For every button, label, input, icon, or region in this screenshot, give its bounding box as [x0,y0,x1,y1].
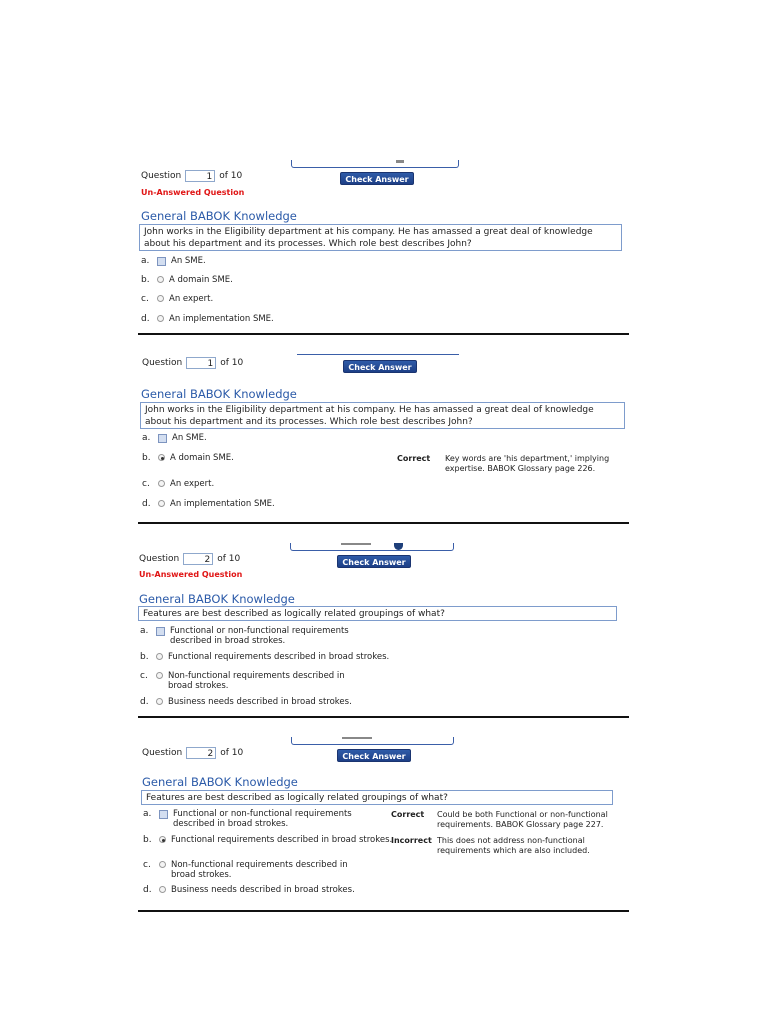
option-text: An implementation SME. [170,499,275,509]
option-a[interactable] [140,626,390,646]
option-letter: c. [141,294,149,304]
question-text: Features are best described as logically related groupings of what? [141,790,613,805]
option-letter: a. [142,433,151,443]
option-c[interactable] [143,860,371,880]
check-answer-button[interactable]: Check Answer [337,749,411,762]
option-text: Business needs described in broad strokes. [168,697,352,707]
option-text: An implementation SME. [169,314,274,324]
option-d[interactable] [143,885,355,895]
section-heading: General BABOK Knowledge [139,592,295,606]
option-c[interactable] [142,479,214,489]
option-text: Business needs described in broad strokes. [171,885,355,895]
panel-top-rule [297,354,459,355]
question-label: Question [142,358,183,368]
option-a[interactable] [141,256,206,266]
radio-icon[interactable] [158,480,165,487]
option-text: Non-functional requirements described in broad strokes. [168,671,345,691]
section-heading: General BABOK Knowledge [142,775,298,789]
option-text: An SME. [172,433,207,443]
option-letter: d. [140,697,149,707]
radio-icon[interactable] [157,295,164,302]
option-text: A domain SME. [169,275,233,285]
check-answer-button[interactable]: Check Answer [340,172,414,185]
option-letter: a. [140,626,149,636]
option-text: Non-functional requirements described in broad strokes. [171,860,348,880]
option-c[interactable] [141,294,213,304]
option-a[interactable] [142,433,207,443]
radio-icon[interactable] [156,672,163,679]
panel-divider [138,716,629,718]
question-text: Features are best described as logically related groupings of what? [138,606,617,621]
question-text: John works in the Eligibility department at his company. He has amassed a great deal of knowledge about his department and its processes. Which role best describes John? [140,402,625,429]
checkbox-icon[interactable] [156,627,165,636]
option-text: Functional requirements described in broad strokes. [168,652,390,662]
question-label: Question [141,171,182,181]
collapsed-dropdown-bar[interactable] [290,543,454,551]
collapsed-dropdown-bar[interactable] [291,737,454,745]
question-label: Question [139,554,180,564]
question-counter [142,357,243,369]
checkbox-icon[interactable] [158,434,167,443]
radio-icon[interactable] [158,500,165,507]
question-number-input[interactable]: 2 [183,553,213,565]
option-d[interactable] [142,499,275,509]
option-letter: b. [143,835,152,845]
feedback-label: Correct [391,810,425,819]
option-text: Functional or non-functional requirements described in broad strokes. [170,626,349,646]
option-letter: b. [140,652,149,662]
check-answer-button[interactable]: Check Answer [343,360,417,373]
question-counter [139,553,240,565]
option-b[interactable] [142,453,234,463]
option-letter: b. [141,275,150,285]
option-letter: d. [141,314,150,324]
question-total: of 10 [220,748,244,758]
option-letter: c. [142,479,150,489]
option-d[interactable] [140,697,352,707]
feedback-text: Key words are 'his department,' implying expertise. BABOK Glossary page 226. [445,454,610,473]
question-counter [142,747,243,759]
radio-icon[interactable] [156,653,163,660]
question-number-input[interactable]: 1 [186,357,216,369]
option-letter: b. [142,453,151,463]
section-heading: General BABOK Knowledge [141,209,297,223]
question-total: of 10 [219,171,243,181]
option-text: A domain SME. [170,453,234,463]
option-b[interactable] [141,275,233,285]
option-b[interactable] [140,652,389,662]
radio-selected-icon[interactable] [158,454,165,461]
option-text: An SME. [171,256,206,266]
checkbox-icon[interactable] [159,810,168,819]
panel-divider [138,522,629,524]
option-text: Functional requirements described in broad strokes. [171,835,393,845]
option-letter: c. [140,671,148,681]
option-letter: c. [143,860,151,870]
question-total: of 10 [217,554,241,564]
option-letter: a. [143,809,152,819]
question-number-input[interactable]: 1 [185,170,215,182]
option-a[interactable] [143,809,393,829]
question-label: Question [142,748,183,758]
feedback-text: Could be both Functional or non-functional requirements. BABOK Glossary page 227. [437,810,608,829]
question-text: John works in the Eligibility department at his company. He has amassed a great deal of knowledge about his department and its processes. Which role best describes John? [139,224,622,251]
collapsed-dropdown-bar[interactable] [291,160,459,168]
unanswered-status: Un-Answered Question [141,188,245,197]
radio-icon[interactable] [159,861,166,868]
question-number-input[interactable]: 2 [186,747,216,759]
panel-divider [138,910,629,912]
option-c[interactable] [140,671,368,691]
option-d[interactable] [141,314,274,324]
option-text: An expert. [169,294,214,304]
feedback-label: Incorrect [391,836,432,845]
option-b[interactable] [143,835,392,845]
option-letter: d. [143,885,152,895]
radio-icon[interactable] [159,886,166,893]
radio-selected-icon[interactable] [159,836,166,843]
question-total: of 10 [220,358,244,368]
option-text: An expert. [170,479,215,489]
unanswered-status: Un-Answered Question [139,570,243,579]
option-text: Functional or non-functional requirements described in broad strokes. [173,809,352,829]
checkbox-icon[interactable] [157,257,166,266]
radio-icon[interactable] [157,315,164,322]
check-answer-button[interactable]: Check Answer [337,555,411,568]
question-counter [141,170,242,182]
radio-icon[interactable] [157,276,164,283]
section-heading: General BABOK Knowledge [141,387,297,401]
option-letter: d. [142,499,151,509]
option-letter: a. [141,256,150,266]
feedback-label: Correct [397,454,431,463]
feedback-text: This does not address non-functional requirements which are also included. [437,836,590,855]
panel-divider [138,333,629,335]
radio-icon[interactable] [156,698,163,705]
